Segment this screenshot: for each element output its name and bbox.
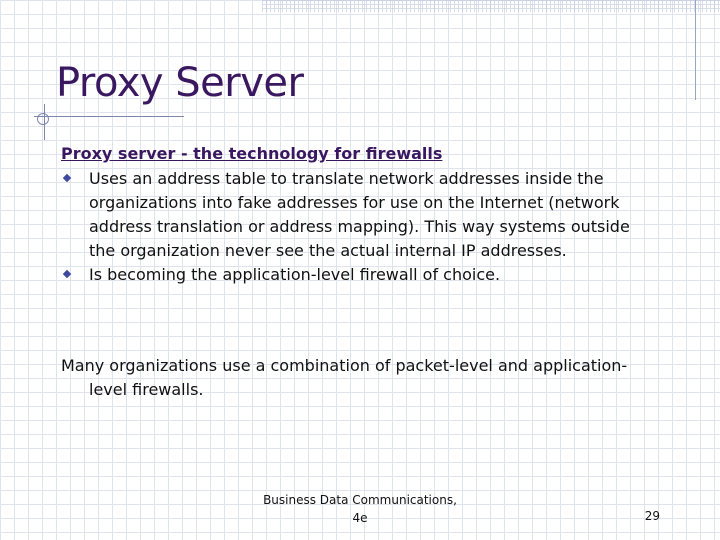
decorative-vertical-line [695, 0, 696, 100]
diamond-bullet-icon [63, 270, 71, 278]
diamond-bullet-icon [63, 174, 71, 182]
decorative-pattern-band [262, 0, 720, 12]
slide-content [61, 143, 661, 287]
bullet-item [61, 263, 661, 287]
bullet-text: Uses an address table to translate network addresses inside the organizations into fake addresses for use on the Internet (network address translation or address mapping). This way systems outside the organization never see the actual internal IP addresses. [89, 169, 630, 260]
body-paragraph: Many organizations use a combination of packet-level and application-level firewalls. [61, 356, 628, 399]
bullet-item [61, 167, 661, 263]
title-underline-rule [34, 116, 184, 117]
footer-line: Business Data Communications, [263, 493, 457, 507]
crosshair-circle-icon [37, 113, 49, 125]
bullet-list [61, 167, 661, 287]
slide-title: Proxy Server [56, 60, 304, 106]
footer-text [240, 491, 480, 527]
section-heading: Proxy server - the technology for firewalls [61, 144, 443, 163]
bullet-text: Is becoming the application-level firewall of choice. [89, 265, 501, 284]
footer-line: 4e [352, 511, 368, 525]
page-number: 29 [644, 509, 660, 523]
